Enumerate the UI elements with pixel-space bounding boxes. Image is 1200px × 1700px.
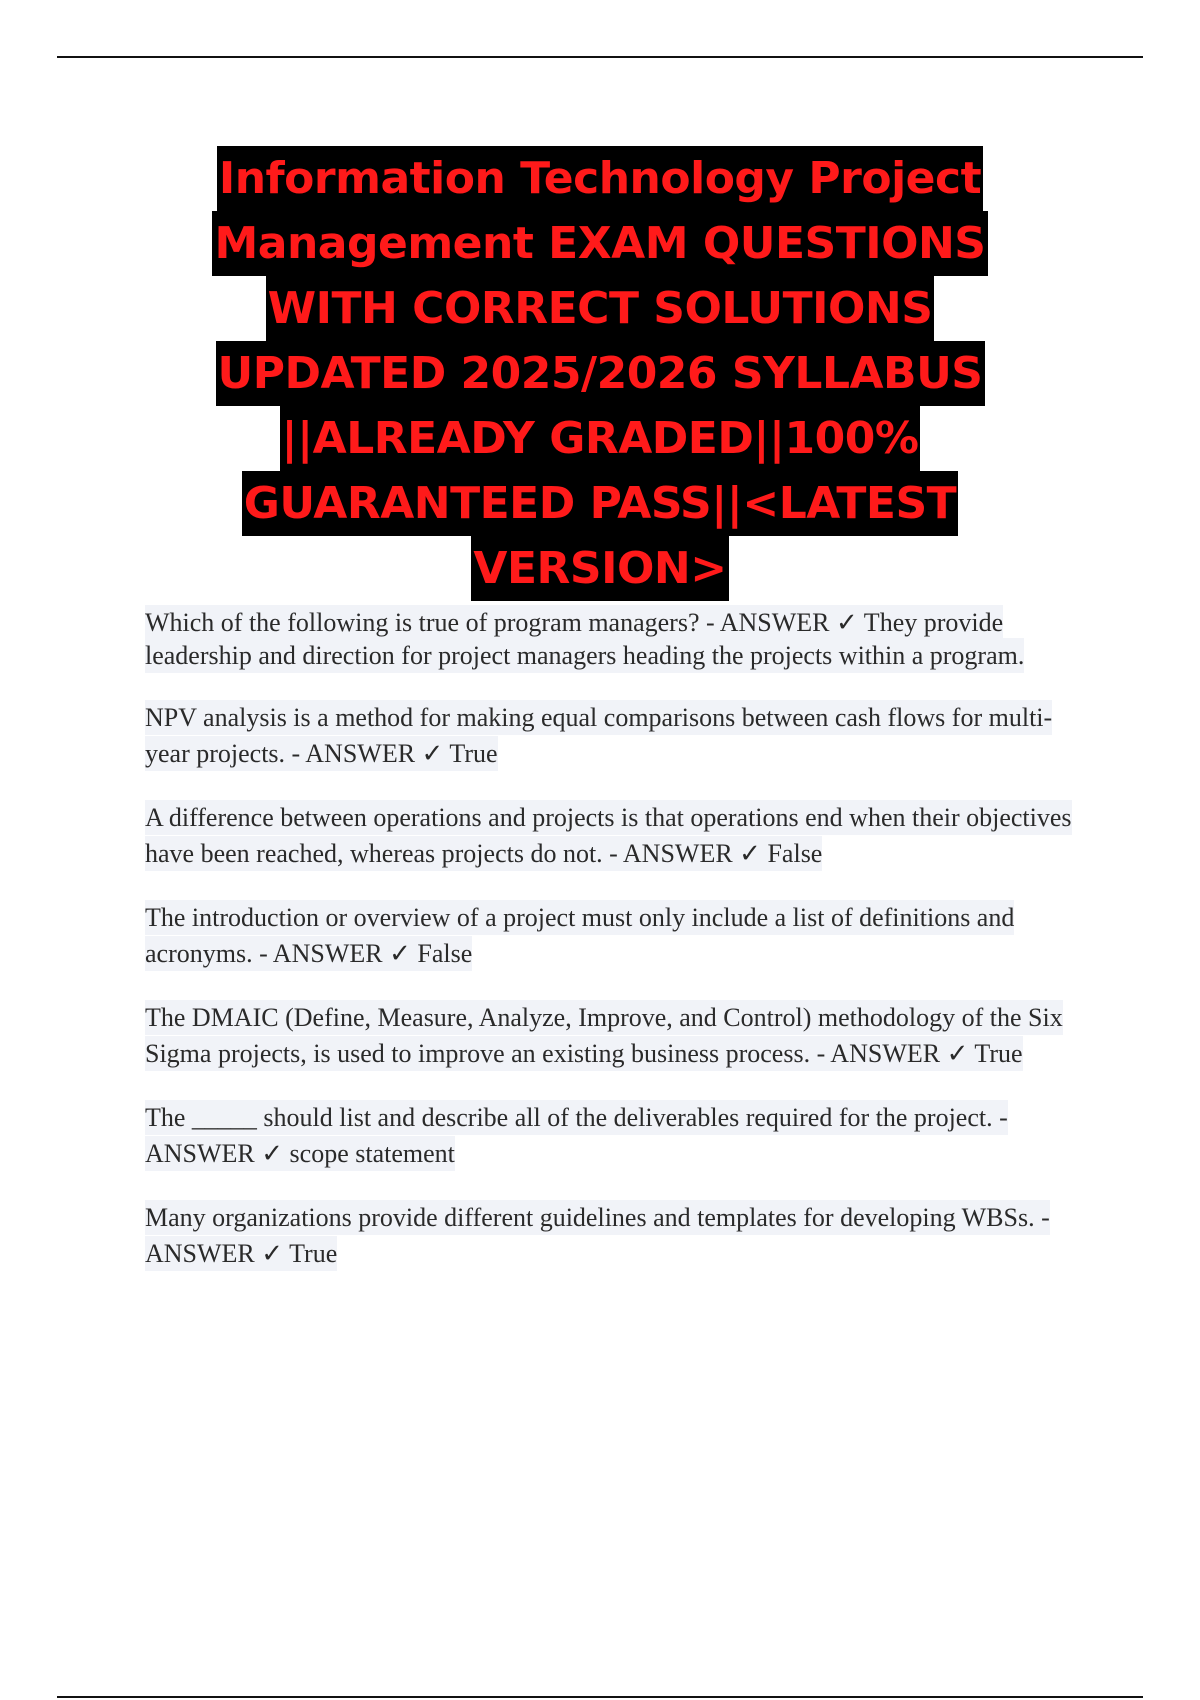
title-line: Management EXAM QUESTIONS: [212, 211, 987, 276]
bottom-rule: [57, 1696, 1143, 1698]
qa-text: The introduction or overview of a project must only include a list of definitions and acronyms. - ANSWER ✓ False: [145, 900, 1014, 971]
title-line: WITH CORRECT SOLUTIONS: [266, 276, 935, 341]
title-line: Information Technology Project: [217, 146, 983, 211]
qa-text: The DMAIC (Define, Measure, Analyze, Improve, and Control) methodology of the Six Sigma projects, is used to improve an existing business process. - ANSWER ✓ True: [145, 1000, 1063, 1071]
qa-text: Many organizations provide different guidelines and templates for developing WBSs. - ANSWER ✓ True: [145, 1200, 1050, 1271]
qa-text: Which of the following is true of program managers? - ANSWER ✓ They provide leadership and direction for project managers heading the projects within a program.: [145, 605, 1024, 673]
qa-text: A difference between operations and projects is that operations end when their objectives have been reached, whereas projects do not. - ANSWER ✓ False: [145, 800, 1072, 871]
qa-text: NPV analysis is a method for making equal comparisons between cash flows for multi-year projects. - ANSWER ✓ True: [145, 700, 1052, 771]
qa-text: The _____ should list and describe all of the deliverables required for the project. - ANSWER ✓ scope statement: [145, 1100, 1008, 1171]
qa-item: [145, 1100, 1080, 1172]
qa-item: [145, 606, 1080, 672]
top-rule: [57, 56, 1143, 58]
title-line: VERSION>: [471, 536, 728, 601]
qa-item: [145, 700, 1080, 772]
qa-list: [145, 606, 1080, 1300]
title-line: GUARANTEED PASS||<LATEST: [242, 471, 958, 536]
qa-item: [145, 900, 1080, 972]
title-line: UPDATED 2025/2026 SYLLABUS: [216, 341, 985, 406]
title-line: ||ALREADY GRADED||100%: [280, 406, 921, 471]
document-title: [130, 146, 1070, 601]
qa-item: [145, 1000, 1080, 1072]
qa-item: [145, 800, 1080, 872]
qa-item: [145, 1200, 1080, 1272]
